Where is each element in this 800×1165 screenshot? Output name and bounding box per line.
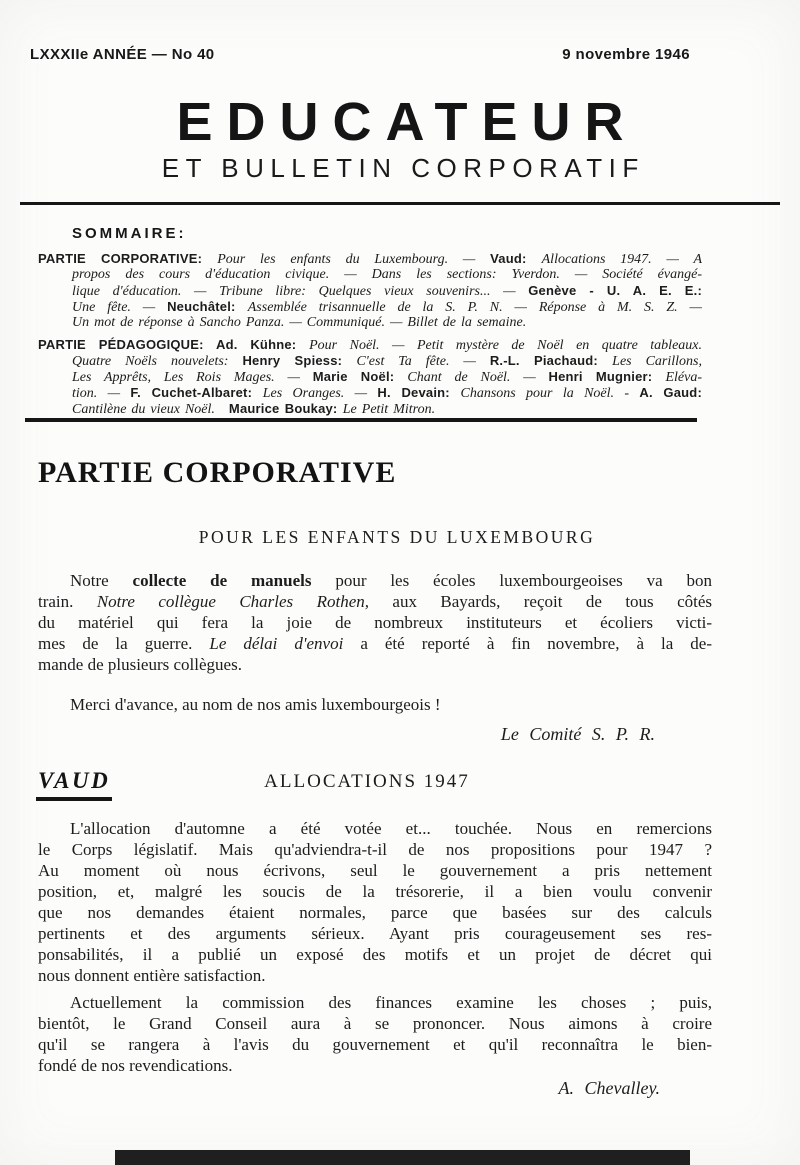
text-segment: Cantilène du vieux Noël. [72,402,229,417]
text-segment: bientôt, le Grand Conseil aura à se prononcer. Nous aimons à croire [38,1014,712,1033]
text-line [38,299,702,315]
text-segment: lique d'éducation. — Tribune libre: Quelques vieux souvenirs... — [72,284,529,299]
text-segment: Neuchâtel: [167,299,248,314]
text-line [38,267,702,283]
text-line [38,353,702,369]
text-segment: Maurice Boukay: [228,401,343,416]
text-line [38,992,712,1013]
text-segment: propos des cours d'éducation civique. — Dans les sections: Yverdon. — Société évangé- [72,267,702,282]
text-segment: Chansons pour la Noël. - [460,386,640,401]
publication-date: 9 novembre 1946 [562,46,690,63]
text-segment: Une fête. — [72,300,168,315]
masthead-title: EDUCATEUR [176,92,638,152]
text-line [38,369,702,385]
text-line [38,881,712,902]
text-segment: Marie Noël: [312,369,408,384]
text-segment: Actuellement la commission des finances examine les choses ; puis, [70,993,712,1012]
horizontal-rule-mid [25,418,697,422]
text-segment: collecte de manuels [132,571,312,590]
text-line [38,694,712,715]
section-heading: PARTIE CORPORATIVE [38,456,397,489]
text-segment: Chant de Noël. — [407,370,549,385]
text-segment: pour les écoles luxembourgeoises va bon [311,571,712,590]
text-line [38,923,712,944]
text-segment: Les Carillons, [612,354,702,369]
masthead-subtitle: ET BULLETIN CORPORATIF [161,153,645,183]
text-segment: pertinents et des arguments sérieux. Ayant pris courageusement ses res- [38,924,712,943]
text-segment: Pour Noël. — Petit mystère de Noël en quatre tableaux. [309,338,702,353]
text-segment: Henri Mugnier: [548,369,666,384]
text-line [38,401,702,417]
text-segment: fondé de nos revendications. [38,1056,233,1075]
paragraph [38,570,712,675]
paragraph [38,818,712,986]
text-segment: Genève - U. A. E. E.: [528,283,702,298]
text-segment: Un mot de réponse à Sancho Panza. — Communiqué. — Billet de la semaine. [72,315,527,330]
text-segment: ponsabilités, il a publié un exposé des motifs et un projet de décret qui [38,945,712,964]
text-segment: mande de plusieurs collègues. [38,655,242,674]
issue-number: LXXXIIe ANNÉE — No 40 [30,46,215,63]
text-line [38,570,712,591]
text-segment: H. Devain: [377,385,461,400]
text-segment: PARTIE CORPORATIVE: [38,251,218,266]
text-segment: que nos demandes étaient normales, parce que basées sur des calculs [38,903,712,922]
text-segment: Le délai d'envoi [209,634,344,653]
text-segment: F. Cuchet-Albaret: [130,385,263,400]
text-line [38,902,712,923]
text-segment: aux Bayards, reçoit de tous côtés [369,592,712,611]
text-line [38,633,712,654]
text-line [38,1055,712,1076]
text-line [38,965,712,986]
text-line [38,283,702,299]
text-segment: nous donnent entière satisfaction. [38,966,266,985]
text-segment: du matériel qui fera la joie de nombreux instituteurs et écoliers victi- [38,613,712,632]
text-segment: R.-L. Piachaud: [489,353,613,368]
paragraph [38,694,712,715]
text-line [38,591,712,612]
text-segment: Allocations 1947. — A [541,252,702,267]
paragraph [38,992,712,1076]
signature-comite: Le Comité S. P. R. [500,724,655,744]
sommaire-partie-corporative [38,251,702,331]
text-segment: mes de la guerre. [38,634,210,653]
text-line [38,251,702,267]
text-segment: A. Gaud: [639,385,702,400]
text-segment: qu'il se rangera à l'avis du gouvernement et qu'il reconnaîtra le bien- [38,1035,712,1054]
text-line [38,612,712,633]
bottom-scan-bar [115,1150,690,1165]
sommaire-partie-pedagogique [38,337,702,417]
text-segment: Au moment où nous écrivons, seul le gouvernement a pris nettement [38,861,712,880]
text-segment: Eléva- [665,370,702,385]
text-segment: Notre collègue Charles Rothen, [96,592,369,611]
text-line [38,944,712,965]
text-segment: tion. — [72,386,131,401]
text-segment: Les Oranges. — [262,386,378,401]
article-title-allocations: ALLOCATIONS 1947 [264,771,470,792]
text-segment: Merci d'avance, au nom de nos amis luxembourgeois ! [70,695,441,714]
text-line [38,1013,712,1034]
text-line [38,860,712,881]
text-segment: position, et, malgré les soucis de la trésorerie, il a bien voulu convenir [38,882,712,901]
article-title-luxembourg: POUR LES ENFANTS DU LUXEMBOURG [198,527,596,547]
text-segment: L'allocation d'automne a été votée et... touchée. Nous en remercions [70,819,712,838]
text-line [38,337,702,353]
text-segment: Le Petit Mitron. [342,402,436,417]
kicker-underline [36,797,112,801]
text-segment: Les Apprêts, Les Rois Mages. — [72,370,313,385]
text-segment: a été reporté à fin novembre, à la de- [343,634,712,653]
text-segment: C'est Ta fête. — [356,354,490,369]
text-segment: Henry Spiess: [242,353,357,368]
horizontal-rule-top [20,202,780,205]
text-segment: Notre [70,571,133,590]
text-segment: PARTIE PÉDAGOGIQUE: Ad. Kühne: [38,337,310,352]
text-segment: Vaud: [490,251,542,266]
text-line [38,1034,712,1055]
region-kicker-vaud: VAUD [38,768,111,793]
text-segment: le Corps législatif. Mais qu'adviendra-t-il de nos propositions pour 1947 ? [38,840,712,859]
signature-chevalley: A. Chevalley. [558,1078,660,1098]
text-segment: Assemblée trisannuelle de la S. P. N. — Réponse à M. S. Z. — [247,300,702,315]
text-line [38,315,702,331]
text-line [38,654,712,675]
text-segment: Pour les enfants du Luxembourg. — [217,252,491,267]
text-segment: train. [38,592,97,611]
text-line [38,839,712,860]
text-line [38,385,702,401]
sommaire-label: SOMMAIRE: [72,225,187,242]
text-line [38,818,712,839]
text-segment: Quatre Noëls nouvelets: [72,354,243,369]
